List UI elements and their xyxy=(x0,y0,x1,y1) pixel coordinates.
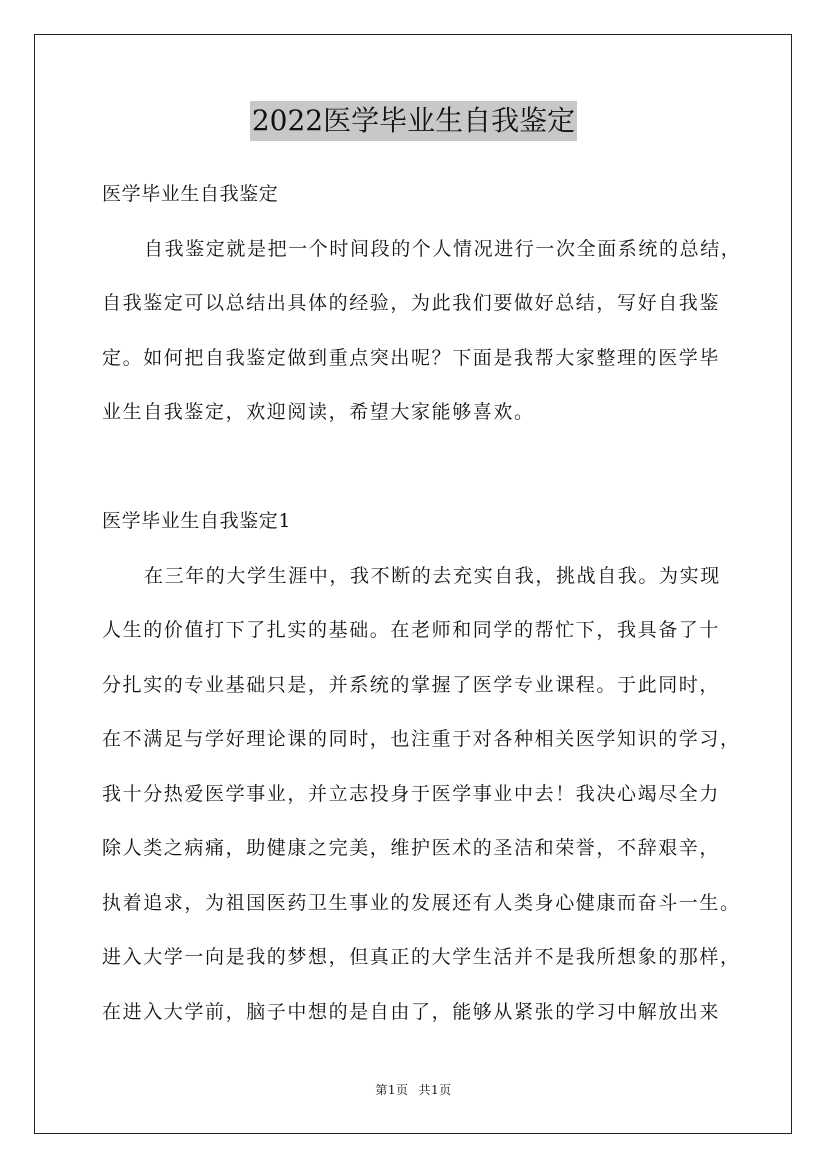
section-paragraph-line: 在进入大学前，脑子中想的是自由了，能够从紧张的学习中解放出来 xyxy=(102,1000,721,1023)
page-footer xyxy=(0,1082,827,1098)
section-paragraph-line: 我十分热爱医学事业，并立志投身于医学事业中去！我决心竭尽全力 xyxy=(102,782,721,805)
intro-paragraph-line: 业生自我鉴定，欢迎阅读，希望大家能够喜欢。 xyxy=(102,401,535,423)
blank-line xyxy=(102,445,742,500)
section-heading: 医学毕业生自我鉴定1 xyxy=(102,510,292,532)
page-number: 第1页 xyxy=(375,1083,409,1097)
intro-paragraph-line: 定。如何把自我鉴定做到重点突出呢？下面是我帮大家整理的医学毕 xyxy=(102,346,721,369)
section-paragraph-line: 进入大学一向是我的梦想，但真正的大学生活并不是我所想象的那样， xyxy=(102,946,741,968)
intro-paragraph-line: 自我鉴定可以总结出具体的经验，为此我们要做好总结，写好自我鉴 xyxy=(102,292,721,314)
section-paragraph-line: 执着追求，为祖国医药卫生事业的发展还有人类身心健康而奋斗一生。 xyxy=(102,891,741,914)
intro-paragraph-line: 自我鉴定就是把一个时间段的个人情况进行一次全面系统的总结， xyxy=(144,237,742,260)
section-paragraph-line: 人生的价值打下了扎实的基础。在老师和同学的帮忙下，我具备了十 xyxy=(102,619,721,641)
section-paragraph-line: 在三年的大学生涯中，我不断的去充实自我，挑战自我。为实现 xyxy=(144,564,721,587)
section-paragraph-line: 在不满足与学好理论课的同时，也注重于对各种相关医学知识的学习， xyxy=(102,728,741,750)
intro-heading: 医学毕业生自我鉴定 xyxy=(102,183,279,205)
section-paragraph-line: 分扎实的专业基础只是，并系统的掌握了医学专业课程。于此同时， xyxy=(102,673,721,696)
document-title: 2022医学毕业生自我鉴定 xyxy=(250,101,577,141)
section-paragraph-line: 除人类之病痛，助健康之完美，维护医术的圣洁和荣誉，不辞艰辛， xyxy=(102,837,721,859)
document-body xyxy=(102,172,742,1044)
title-container xyxy=(0,101,827,141)
page-total: 共1页 xyxy=(418,1083,452,1097)
